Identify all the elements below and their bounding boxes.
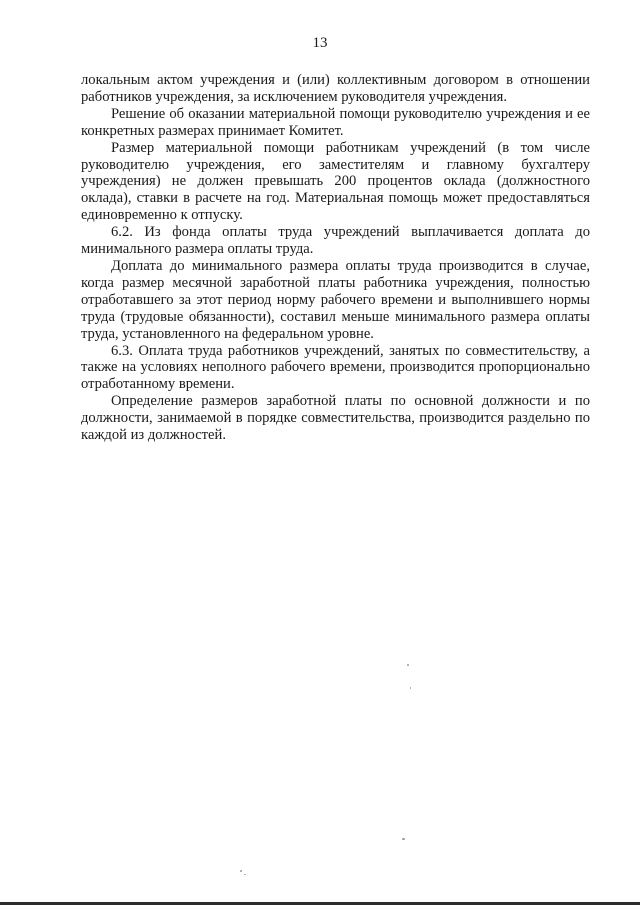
- scan-speck: [240, 870, 242, 872]
- scan-speck: [407, 664, 409, 666]
- paragraph-assistance-limit: Размер материальной помощи работникам учреждений (в том числе руководителю учреждения, его заместителям и главному бухгалтеру учреждения) не должен превышать 200 процентов оклада (должностного оклада), ставки в расчете на год. Материальная помощь может предоставляться единовременно к отпуску.: [81, 139, 590, 224]
- scan-speck: [410, 687, 411, 689]
- paragraph-separate-calculation: Определение размеров заработной платы по основной должности и по должности, занимаемой в порядке совместительства, производится раздельно по каждой из должностей.: [81, 393, 590, 444]
- paragraph-committee-decision: Решение об оказании материальной помощи руководителю учреждения и ее конкретных размерах принимает Комитет.: [81, 105, 590, 139]
- page-number: 13: [312, 35, 328, 51]
- document-body: [81, 72, 590, 444]
- paragraph-continuation: локальным актом учреждения и (или) коллективным договором в отношении работников учреждения, за исключением руководителя учреждения.: [81, 72, 590, 105]
- paragraph-6-2: 6.2. Из фонда оплаты труда учреждений выплачивается доплата до минимального размера оплаты труда.: [81, 224, 590, 258]
- scan-speck: [244, 874, 246, 875]
- scan-speck: [402, 838, 405, 840]
- paragraph-minimum-wage-supplement: Доплата до минимального размера оплаты труда производится в случае, когда размер месячной заработной платы работника учреждения, полностью отработавшего за этот период норму рабочего времени и выполнившего нормы труда (трудовые обязанности), составил меньше минимального размера оплаты труда, установленного на федеральном уровне.: [81, 257, 590, 342]
- paragraph-6-3: 6.3. Оплата труда работников учреждений, занятых по совместительству, а также на условиях неполного рабочего времени, производится пропорционально отработанному времени.: [81, 342, 590, 393]
